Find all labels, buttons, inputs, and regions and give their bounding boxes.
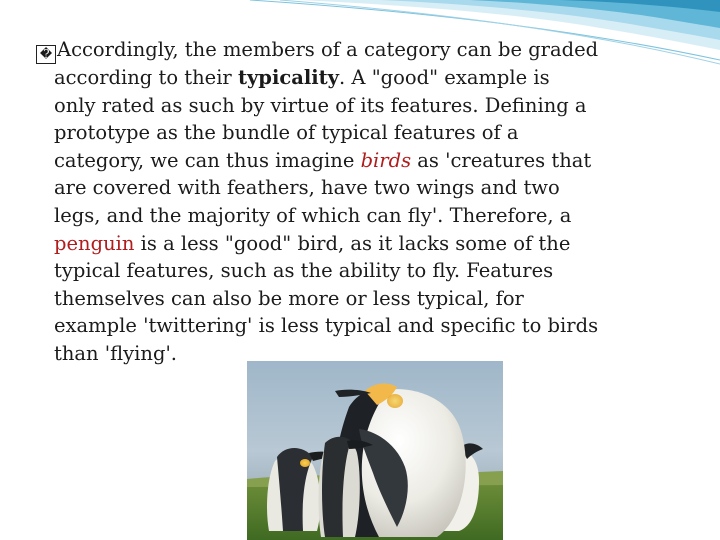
text-segment: prototype as the bundle of typical features of a	[54, 121, 519, 145]
text-line-4	[36, 119, 686, 147]
paragraph	[36, 36, 686, 368]
text-segment: according to their	[54, 66, 238, 89]
text-segment: is a less "good" bird, as it lacks some of the	[134, 231, 571, 255]
text-segment: than 'flying'.	[54, 341, 177, 365]
term-birds: birds	[360, 148, 412, 172]
text-line-11	[36, 312, 686, 340]
term-penguin: penguin	[54, 231, 135, 255]
text-segment: are covered with feathers, have two wings and two	[54, 176, 560, 200]
text-segment: Accordingly, the members of a category can be graded	[57, 38, 599, 61]
text-line-5	[36, 147, 686, 175]
text-segment: . A "good" example is	[339, 66, 550, 89]
text-segment: typical features, such as the ability to fly. Features	[54, 259, 554, 283]
text-line-8	[36, 230, 686, 258]
text-segment: themselves can also be more or less typical, for	[54, 286, 524, 310]
text-segment: category, we can thus imagine	[54, 148, 361, 172]
text-line-1	[36, 36, 686, 64]
text-line-3	[36, 92, 686, 120]
text-line-2	[36, 64, 686, 92]
text-segment: example 'twittering' is less typical and specific to birds	[54, 314, 599, 338]
text-line-7	[36, 202, 686, 230]
text-line-9	[36, 257, 686, 285]
text-line-10	[36, 285, 686, 313]
text-line-6	[36, 174, 686, 202]
text-segment: only rated as such by virtue of its features. Defining a	[54, 93, 587, 117]
penguin-photo	[247, 361, 503, 540]
text-segment: as 'creatures that	[411, 148, 592, 172]
text-segment: legs, and the majority of which can fly'. Therefore, a	[54, 203, 572, 227]
bullet-marker: �	[36, 45, 56, 64]
term-typicality: typicality	[237, 66, 340, 89]
